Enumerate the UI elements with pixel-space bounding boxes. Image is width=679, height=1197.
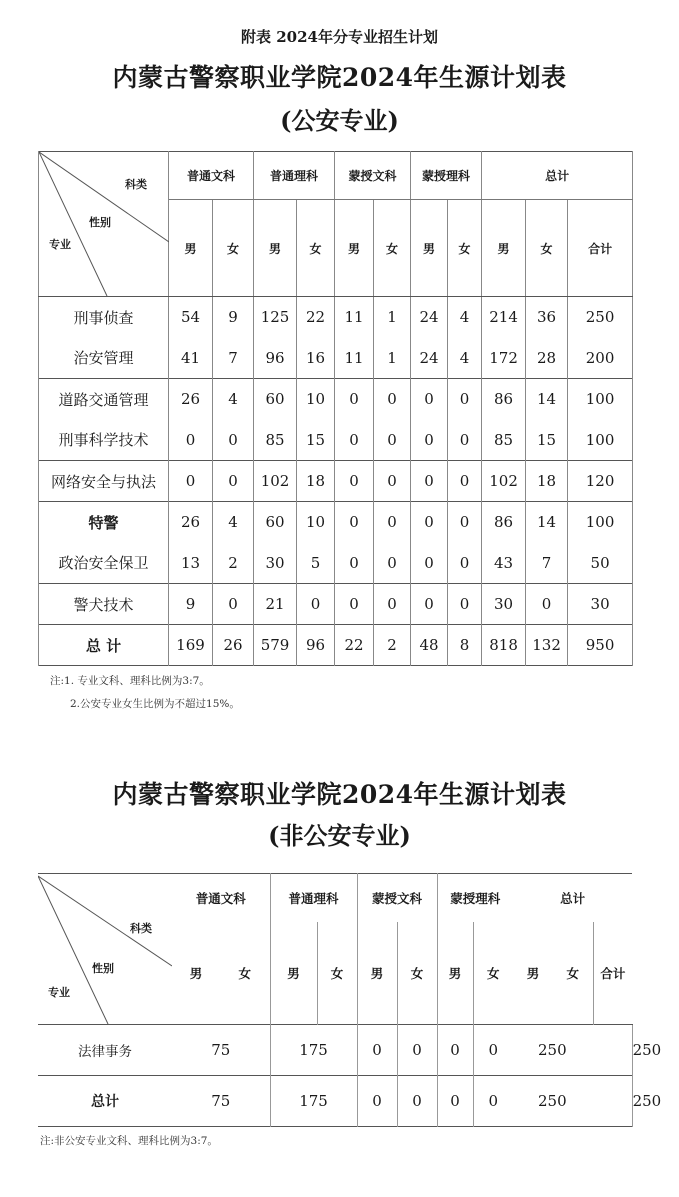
row-cell: 250 [513,1025,632,1076]
subheader-cell: 合计 [593,922,632,1025]
row-cell: 125 [254,297,297,338]
row-cell: 26 [169,502,213,543]
row-cell: 0 [335,543,374,584]
row-cell: 18 [526,461,568,502]
row-major-name: 治安管理 [39,338,169,379]
row-cell: 0 [448,543,482,584]
row-cell: 2 [213,543,254,584]
row-cell: 100 [568,379,633,420]
row-cell: 43 [482,543,526,584]
row-cell: 85 [482,420,526,461]
row-cell: 0 [448,584,482,625]
row-cell: 100 [568,502,633,543]
row-cell: 0 [335,502,374,543]
subheader-cell: 男 [482,200,526,297]
row-cell: 30 [482,584,526,625]
row-cell: 0 [335,379,374,420]
row-cell: 54 [169,297,213,338]
row-major-name: 法律事务 [38,1025,172,1076]
row-cell: 0 [335,420,374,461]
subheader-cell: 男 [189,965,203,981]
row-cell: 86 [482,379,526,420]
row-major-name: 刑事侦查 [39,297,169,338]
corner-category-label: 科类 [130,922,152,935]
subheader-cell: 男 [526,965,540,981]
table-row [39,297,633,338]
table-row [39,338,633,379]
group-header: 普通文科 [169,152,254,200]
corner-major-label: 专业 [49,238,71,251]
row-cell: 0 [437,1025,473,1076]
row-cell: 0 [357,1025,397,1076]
total-label: 总计 [38,1076,172,1127]
row-cell: 4 [213,379,254,420]
subheader-cell: 男 [411,200,448,297]
row-cell: 0 [213,420,254,461]
row-cell: 11 [335,338,374,379]
total-cell: 22 [335,625,374,666]
row-cell: 120 [568,461,633,502]
row-cell: 13 [169,543,213,584]
corner-gender-label: 性别 [89,216,111,229]
total-cell: 0 [437,1076,473,1127]
subheader-cell: 男 [254,200,297,297]
table2-note: 注:非公安专业文科、理科比例为3:7。 [40,1135,218,1147]
group-header: 总计 [482,152,633,200]
row-cell: 172 [482,338,526,379]
public-security-plan-table [38,151,633,666]
corner-major-label: 专业 [48,986,70,999]
subheader-cell: 男 [357,922,397,1025]
row-cell: 0 [169,420,213,461]
corner-header [38,874,172,1025]
row-cell: 75 [172,1025,270,1076]
row-cell: 0 [374,461,411,502]
total-cell: 169 [169,625,213,666]
group-header: 蒙授文科 [357,874,437,922]
row-cell: 21 [254,584,297,625]
table2-title: 内蒙古警察职业学院2024年生源计划表 [112,780,567,809]
row-cell: 0 [374,584,411,625]
total-cell: 175 [270,1076,357,1127]
row-cell: 0 [374,420,411,461]
row-cell: 36 [526,297,568,338]
row-cell: 4 [213,502,254,543]
total-cell: 26 [213,625,254,666]
table1-subtitle: (公安专业) [280,106,399,135]
row-cell: 175 [270,1025,357,1076]
table1-note-1: 注:1. 专业文科、理科比例为3:7。 [50,675,210,687]
total-label: 总 计 [39,625,169,666]
row-cell: 0 [335,584,374,625]
row-cell: 200 [568,338,633,379]
row-cell: 0 [374,502,411,543]
row-cell: 10 [297,502,335,543]
row-cell: 7 [526,543,568,584]
group-header: 总计 [560,890,586,906]
subheader-cell: 女 [374,200,411,297]
row-cell: 1 [374,297,411,338]
subheader-cell: 女 [213,200,254,297]
row-cell: 0 [374,543,411,584]
row-cell: 0 [169,461,213,502]
table-row: 法律事务 75 175 0 0 0 0 250 250 [38,1025,632,1076]
total-cell: 0 [357,1076,397,1127]
row-cell: 102 [482,461,526,502]
group-header: 蒙授文科 [335,152,411,200]
row-cell: 14 [526,379,568,420]
row-cell: 10 [297,379,335,420]
row-cell: 0 [448,379,482,420]
subheader-cell: 合计 [568,200,633,297]
row-major-name: 特警 [39,502,169,543]
total-cell: 579 [254,625,297,666]
non-public-security-plan-table [38,873,662,1127]
total-cell: 96 [297,625,335,666]
row-cell: 30 [568,584,633,625]
row-cell: 4 [448,338,482,379]
row-cell: 0 [411,543,448,584]
row-cell: 30 [254,543,297,584]
table-row [39,584,633,625]
row-cell: 4 [448,297,482,338]
subheader-cell: 男 [335,200,374,297]
group-header: 普通理科 [270,874,357,922]
row-cell: 15 [297,420,335,461]
row-cell: 60 [254,502,297,543]
row-major-name: 网络安全与执法 [39,461,169,502]
total-cell: 950 [568,625,633,666]
corner-category-label: 科类 [125,178,147,191]
row-cell: 7 [213,338,254,379]
row-cell: 1 [374,338,411,379]
row-cell: 9 [169,584,213,625]
row-cell: 26 [169,379,213,420]
subheader-cell: 女 [448,200,482,297]
row-cell: 0 [448,420,482,461]
row-cell: 214 [482,297,526,338]
total-cell: 8 [448,625,482,666]
row-cell: 60 [254,379,297,420]
table-row [39,379,633,420]
row-cell: 0 [411,420,448,461]
row-cell: 0 [411,461,448,502]
document-caption: 附表 2024年分专业招生计划 [241,28,438,46]
row-cell: 0 [397,1025,437,1076]
row-cell: 0 [213,461,254,502]
subheader-cell: 女 [317,922,357,1025]
table-total-row [39,625,633,666]
row-cell: 0 [297,584,335,625]
subheader-cell: 男 [270,922,317,1025]
row-cell: 14 [526,502,568,543]
row-cell: 5 [297,543,335,584]
row-cell: 0 [448,461,482,502]
row-cell: 100 [568,420,633,461]
total-cell: 818 [482,625,526,666]
row-cell: 24 [411,297,448,338]
row-major-name: 政治安全保卫 [39,543,169,584]
group-header: 普通文科 [195,890,246,906]
row-cell: 0 [411,502,448,543]
total-cell: 75 [172,1076,270,1127]
subheader-cell: 女 [238,965,252,981]
row-cell: 0 [448,502,482,543]
table1-title: 内蒙古警察职业学院2024年生源计划表 [112,63,567,92]
row-cell: 11 [335,297,374,338]
subheader-cell: 男 [437,922,473,1025]
total-cell: 48 [411,625,448,666]
table-row [39,502,633,543]
row-cell: 0 [411,379,448,420]
row-cell: 28 [526,338,568,379]
corner-header [39,152,169,297]
group-header: 普通理科 [254,152,335,200]
table-row [39,461,633,502]
subheader-cell: 女 [473,922,513,1025]
subheader-cell: 男 [169,200,213,297]
row-cell: 50 [568,543,633,584]
table-row [39,420,633,461]
row-major-name: 道路交通管理 [39,379,169,420]
total-cell: 0 [473,1076,513,1127]
table1-note-2: 2.公安专业女生比例为不超过15%。 [70,698,240,710]
row-cell: 96 [254,338,297,379]
table-row [39,543,633,584]
table-total-row: 总计 75 175 0 0 0 0 250 250 [38,1076,632,1127]
row-cell: 102 [254,461,297,502]
subheader-cell: 女 [397,922,437,1025]
row-cell: 250 [568,297,633,338]
row-cell: 0 [213,584,254,625]
subheader-cell: 女 [526,200,568,297]
row-cell: 0 [374,379,411,420]
row-cell: 24 [411,338,448,379]
table2-subtitle: (非公安专业) [268,821,411,850]
row-cell: 85 [254,420,297,461]
corner-gender-label: 性别 [92,962,114,975]
row-major-name: 刑事科学技术 [39,420,169,461]
subheader-cell: 女 [566,965,580,981]
total-cell: 2 [374,625,411,666]
row-cell: 9 [213,297,254,338]
row-cell: 22 [297,297,335,338]
row-major-name: 警犬技术 [39,584,169,625]
row-cell: 0 [473,1025,513,1076]
group-header: 蒙授理科 [437,874,513,922]
row-cell: 0 [411,584,448,625]
row-cell: 16 [297,338,335,379]
total-cell: 250 [513,1076,632,1127]
row-cell: 0 [526,584,568,625]
total-cell: 132 [526,625,568,666]
row-cell: 15 [526,420,568,461]
row-cell: 86 [482,502,526,543]
total-cell: 0 [397,1076,437,1127]
row-cell: 41 [169,338,213,379]
row-cell: 18 [297,461,335,502]
subheader-cell: 女 [297,200,335,297]
row-cell: 0 [335,461,374,502]
group-header: 蒙授理科 [411,152,482,200]
